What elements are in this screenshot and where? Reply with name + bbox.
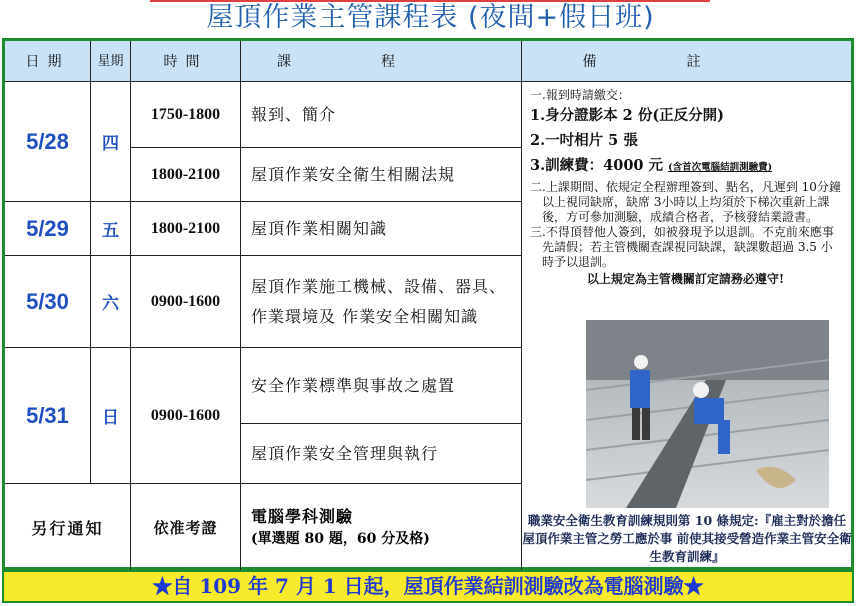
page-title: 屋頂作業主管課程表 (夜間+假日班)	[206, 2, 655, 33]
course-text: 屋頂作業施工機械、設備、器具、作業環境及 作業安全相關知識	[251, 276, 507, 326]
weekday-cell: 六	[91, 256, 131, 348]
course-cell: 安全作業標準與事故之處置	[241, 348, 522, 424]
regulation-note: 職業安全衛生教育訓練規則第 10 條規定:『雇主對於擔任屋頂作業主管之勞工應於事 前使其接受營造作業主管安全衛生教育訓練』	[522, 513, 852, 564]
time-cell: 0900-1600	[131, 256, 241, 348]
exam-course-cell	[241, 484, 522, 570]
roof-workers-illustration	[586, 320, 829, 508]
header-notes: 備註	[522, 41, 851, 82]
notes-fee-note: (含首次電腦結訓測驗費)	[668, 162, 773, 173]
notes-rule-2: 二.上課期間、依規定全程辦理簽到、點名，凡遲到 10分鐘以上視同缺席，缺席 3小時以上均須於下梯次重新上課後，方可參加測驗，成績合格者，予核發結業證書。	[530, 180, 841, 224]
header-time: 時間	[131, 41, 241, 82]
notes-item-3	[530, 153, 841, 180]
notes-heading: 一.報到時請繳交：	[530, 88, 630, 102]
course-cell: 報到、簡介	[241, 82, 522, 148]
time-cell: 1800-2100	[131, 202, 241, 256]
course-cell: 屋頂作業安全衛生相關法規	[241, 148, 522, 202]
course-cell: 屋頂作業安全管理與執行	[241, 424, 522, 484]
header-course: 課程	[241, 41, 522, 82]
time-cell: 1800-2100	[131, 148, 241, 202]
weekday-cell: 五	[91, 202, 131, 256]
roof-work-photo	[586, 320, 829, 508]
exam-subtitle: (單選題 80 題，60 分及格)	[251, 531, 430, 547]
notes-item-2: 2.一吋相片 5 張	[530, 132, 638, 149]
notes-fee: 3.訓練費：4000 元	[530, 157, 664, 174]
date-cell: 5/28	[5, 82, 91, 202]
exam-title: 電腦學科測驗	[251, 507, 354, 526]
announcement-banner: ★自 109 年 7 月 1 日起，屋頂作業結訓測驗改為電腦測驗★	[2, 570, 854, 603]
header-date: 日期	[5, 41, 91, 82]
exam-time-cell: 依准考證	[131, 484, 241, 570]
weekday-cell: 四	[91, 82, 131, 202]
notes-emphasis: 以上規定為主管機關訂定請務必遵守!	[586, 272, 785, 286]
time-cell: 0900-1600	[131, 348, 241, 484]
exam-date-cell: 另行通知	[5, 484, 131, 570]
notes-item-1: 1.身分證影本 2 份(正反分開)	[530, 107, 725, 124]
course-cell	[241, 256, 522, 348]
date-cell: 5/30	[5, 256, 91, 348]
date-cell: 5/29	[5, 202, 91, 256]
date-cell: 5/31	[5, 348, 91, 484]
course-cell: 屋頂作業相關知識	[241, 202, 522, 256]
notes-rule-3: 三.不得頂替他人簽到，如被發現予以退訓。不克前來應事先請假；若主管機關查課視同缺課，缺課數超過 3.5 小時予以退訓。	[530, 225, 834, 269]
header-weekday: 星期	[91, 41, 131, 82]
time-cell: 1750-1800	[131, 82, 241, 148]
weekday-cell: 日	[91, 348, 131, 484]
